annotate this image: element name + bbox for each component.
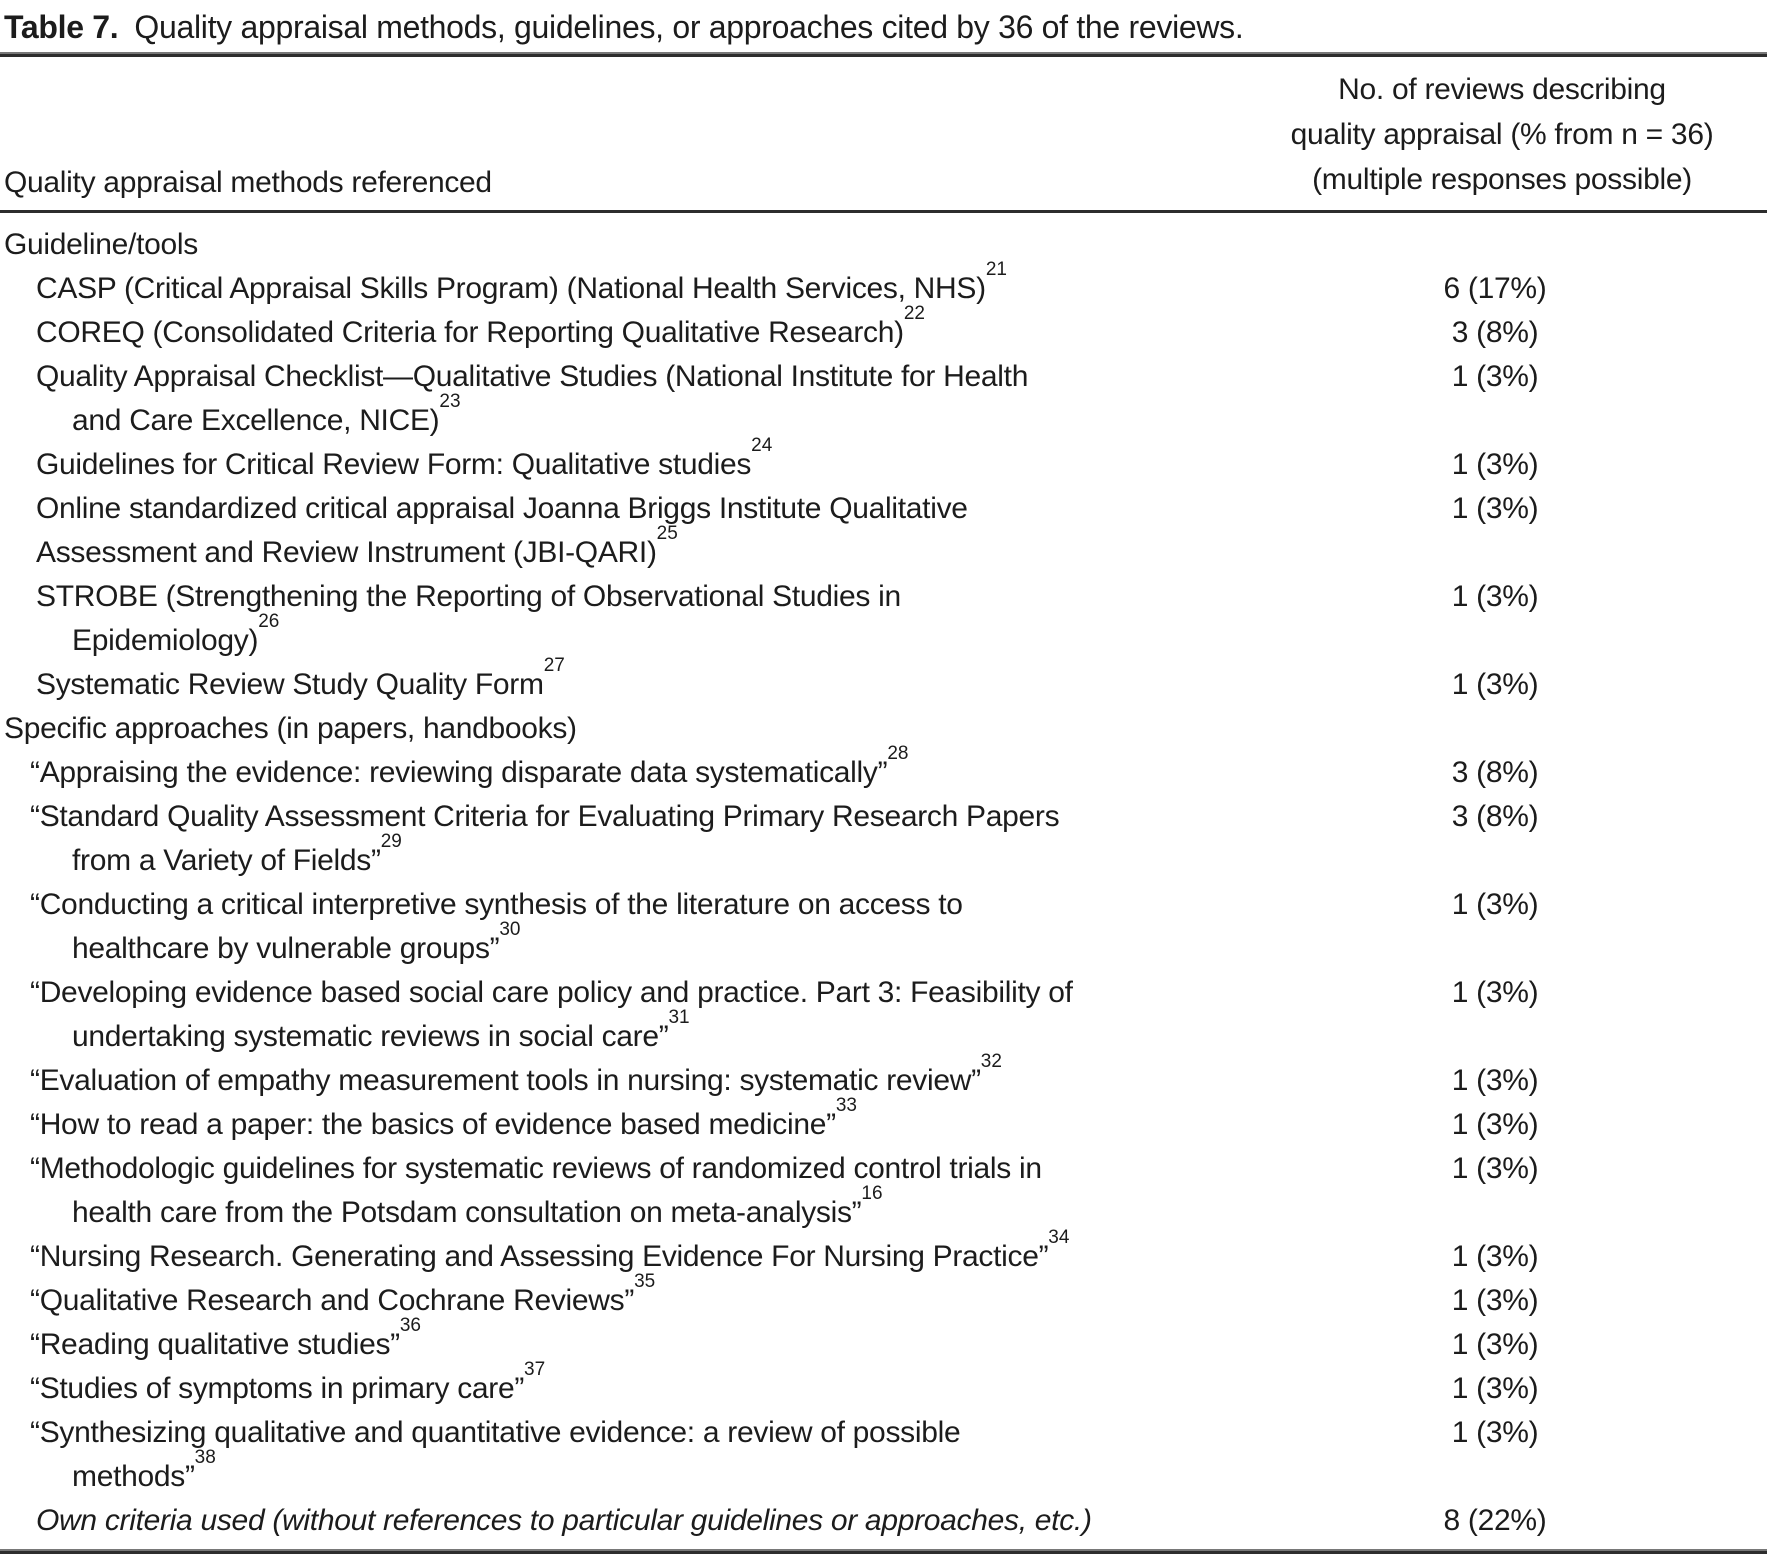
method-text: undertaking systematic reviews in social care” <box>72 1020 669 1053</box>
count-value: 1 (3%) <box>1451 1152 1539 1185</box>
method-text: Specific approaches (in papers, handbooks) <box>4 712 577 745</box>
method-text-line <box>0 391 1767 443</box>
count-value: 1 (3%) <box>1451 976 1539 1009</box>
method-text-line <box>0 1447 1767 1499</box>
reference-superscript: 36 <box>399 1315 421 1336</box>
method-text: Guideline/tools <box>4 228 198 261</box>
method-text: STROBE (Strengthening the Reporting of Observational Studies in <box>36 580 901 613</box>
table-row <box>0 1227 1767 1279</box>
reference-superscript: 28 <box>887 743 909 764</box>
count-value: 3 (8%) <box>1451 756 1539 789</box>
reference-superscript: 22 <box>903 303 925 324</box>
count-value: 1 (3%) <box>1451 448 1539 481</box>
method-text-line <box>0 831 1767 883</box>
method-text: “How to read a paper: the basics of evidence based medicine” <box>30 1108 836 1141</box>
method-text-line <box>0 223 1767 267</box>
method-text-line <box>0 707 1767 751</box>
table-row <box>0 1499 1767 1543</box>
method-text: “Evaluation of empathy measurement tools in nursing: systematic review” <box>30 1064 981 1097</box>
table-row <box>0 655 1767 707</box>
count-value: 6 (17%) <box>1443 272 1547 305</box>
method-text: “Reading qualitative studies” <box>30 1328 400 1361</box>
count-value: 1 (3%) <box>1451 888 1539 921</box>
method-text: healthcare by vulnerable groups” <box>72 932 500 965</box>
method-text: methods” <box>72 1460 195 1493</box>
method-text: from a Variety of Fields” <box>72 844 381 877</box>
method-text: Quality Appraisal Checklist—Qualitative Studies (National Institute for Health <box>36 360 1029 393</box>
method-text: COREQ (Consolidated Criteria for Reporting Qualitative Research) <box>36 316 904 349</box>
method-text: “Qualitative Research and Cochrane Reviews” <box>30 1284 635 1317</box>
table-row <box>0 1359 1767 1411</box>
reference-superscript: 24 <box>751 435 773 456</box>
reference-superscript: 31 <box>668 1007 690 1028</box>
method-text: “Developing evidence based social care policy and practice. Part 3: Feasibility of <box>30 976 1073 1009</box>
method-text-line <box>0 611 1767 663</box>
count-value: 1 (3%) <box>1451 1108 1539 1141</box>
table-number-label: Table 7. <box>4 9 119 45</box>
method-text: Own criteria used (without references to particular guidelines or approaches, etc.) <box>36 1504 1092 1537</box>
table-row <box>0 487 1767 575</box>
count-value: 3 (8%) <box>1451 800 1539 833</box>
table-row <box>0 575 1767 663</box>
table-row <box>0 1271 1767 1323</box>
count-value: 1 (3%) <box>1451 1328 1539 1361</box>
method-text: CASP (Critical Appraisal Skills Program) (National Health Services, NHS) <box>36 272 986 305</box>
table-row <box>0 1095 1767 1147</box>
method-cell <box>0 707 1767 751</box>
column-header-count-line2: quality appraisal (% from n = 36) <box>1290 118 1714 151</box>
count-value: 1 (3%) <box>1451 1064 1539 1097</box>
reference-superscript: 23 <box>439 391 461 412</box>
method-text: Online standardized critical appraisal Joanna Briggs Institute Qualitative <box>36 492 968 525</box>
table-row <box>0 1147 1767 1235</box>
table-row <box>0 1051 1767 1103</box>
reference-superscript: 26 <box>258 611 280 632</box>
table-row <box>0 1315 1767 1367</box>
table-row <box>0 303 1767 355</box>
count-value: 1 (3%) <box>1451 668 1539 701</box>
table-row <box>0 707 1767 751</box>
count-value: 1 (3%) <box>1451 1240 1539 1273</box>
method-text: health care from the Potsdam consultation on meta-analysis” <box>72 1196 862 1229</box>
count-value: 1 (3%) <box>1451 360 1539 393</box>
count-value: 1 (3%) <box>1451 492 1539 525</box>
reference-superscript: 29 <box>380 831 402 852</box>
method-text: “Standard Quality Assessment Criteria for Evaluating Primary Research Papers <box>30 800 1060 833</box>
bottom-rule <box>0 1549 1767 1554</box>
method-text: “Methodologic guidelines for systematic reviews of randomized control trials in <box>30 1152 1042 1185</box>
count-value: 1 (3%) <box>1451 1416 1539 1449</box>
reference-superscript: 37 <box>524 1359 546 1380</box>
method-text: Assessment and Review Instrument (JBI-QARI) <box>36 536 657 569</box>
reference-superscript: 25 <box>656 523 678 544</box>
count-value: 1 (3%) <box>1451 580 1539 613</box>
table-row <box>0 355 1767 443</box>
method-text: “Studies of symptoms in primary care” <box>30 1372 525 1405</box>
table-row <box>0 883 1767 971</box>
table-caption: Quality appraisal methods, guidelines, or approaches cited by 36 of the reviews. <box>134 9 1244 45</box>
column-header-count-line3: (multiple responses possible) <box>1312 163 1692 196</box>
reference-superscript: 34 <box>1048 1227 1070 1248</box>
count-value: 8 (22%) <box>1443 1504 1547 1537</box>
table-row <box>0 435 1767 487</box>
reference-superscript: 16 <box>861 1183 883 1204</box>
method-text-line <box>0 1007 1767 1059</box>
table-row <box>0 795 1767 883</box>
method-text: “Appraising the evidence: reviewing disparate data systematically” <box>30 756 888 789</box>
table-row <box>0 971 1767 1059</box>
reference-superscript: 38 <box>194 1447 216 1468</box>
method-text: “Nursing Research. Generating and Assessing Evidence For Nursing Practice” <box>30 1240 1049 1273</box>
method-text-line <box>0 1183 1767 1235</box>
table-row <box>0 743 1767 795</box>
method-text: Epidemiology) <box>72 624 259 657</box>
column-header-count-line1: No. of reviews describing <box>1338 73 1666 106</box>
table-title <box>0 0 1767 46</box>
table-header <box>0 57 1767 210</box>
method-text: “Conducting a critical interpretive synthesis of the literature on access to <box>30 888 963 921</box>
method-text: Systematic Review Study Quality Form <box>36 668 544 701</box>
method-text-line <box>0 523 1767 575</box>
reference-superscript: 30 <box>499 919 521 940</box>
column-header-methods: Quality appraisal methods referenced <box>4 166 492 199</box>
count-value: 1 (3%) <box>1451 1284 1539 1317</box>
method-text: and Care Excellence, NICE) <box>72 404 440 437</box>
reference-superscript: 27 <box>543 655 565 676</box>
reference-superscript: 35 <box>634 1271 656 1292</box>
method-text: “Synthesizing qualitative and quantitative evidence: a review of possible <box>30 1416 961 1449</box>
table-row <box>0 223 1767 267</box>
reference-superscript: 21 <box>985 259 1007 280</box>
method-cell <box>0 223 1767 267</box>
reference-superscript: 32 <box>980 1051 1002 1072</box>
method-text: Guidelines for Critical Review Form: Qualitative studies <box>36 448 752 481</box>
table-body <box>0 213 1767 1543</box>
column-header-count <box>1237 67 1767 202</box>
reference-superscript: 33 <box>835 1095 857 1116</box>
count-value: 1 (3%) <box>1451 1372 1539 1405</box>
table-row <box>0 259 1767 311</box>
method-text-line <box>0 919 1767 971</box>
table-row <box>0 1411 1767 1499</box>
count-value: 3 (8%) <box>1451 316 1539 349</box>
